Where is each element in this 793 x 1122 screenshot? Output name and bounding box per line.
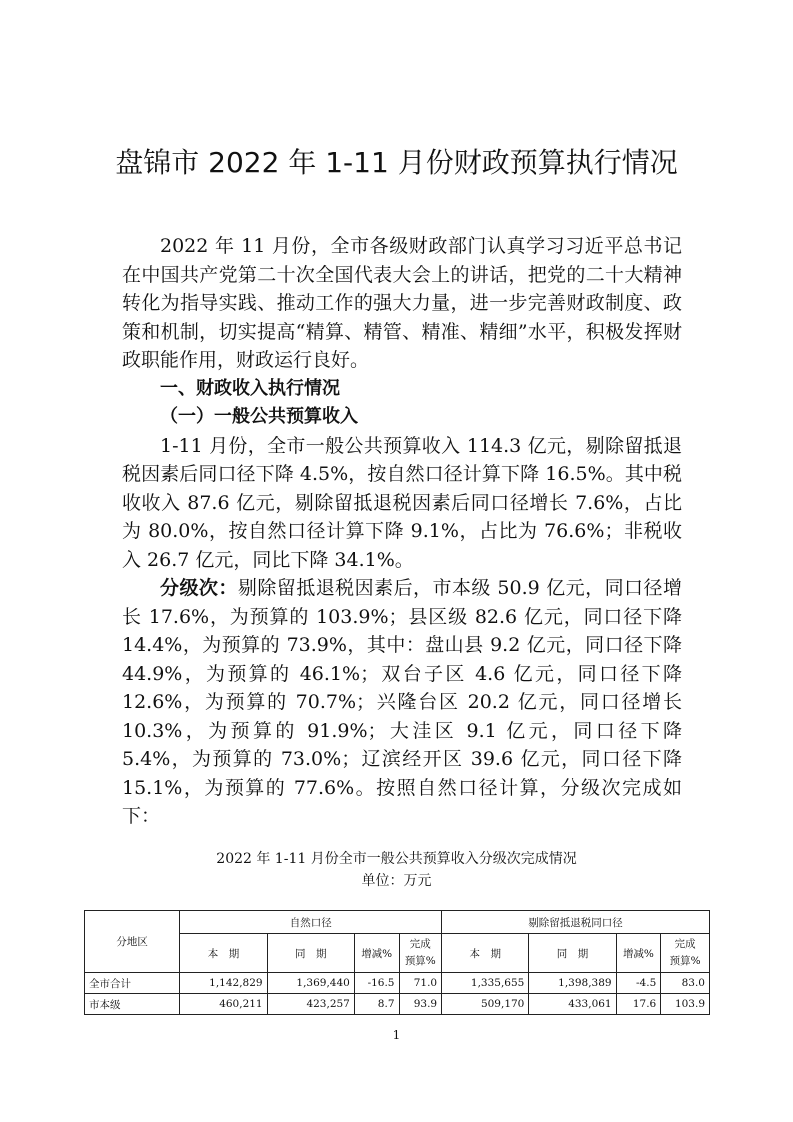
row-adjusted-completion: 83.0 bbox=[661, 973, 710, 994]
header-adjusted-group: 剔除留抵退税同口径 bbox=[442, 911, 710, 934]
row-natural-growth: -16.5 bbox=[354, 973, 399, 994]
intro-paragraph: 2022 年 11 月份，全市各级财政部门认真学习习近平总书记在中国共产党第二十次全国代表大会上的讲话，把党的二十大精神转化为指导实践、推动工作的强大力量，进一步完善财政制度、政策和机制，切实提高“精算、精管、精准、精细”水平，积极发挥财政职能作用，财政运行良好。 bbox=[122, 235, 682, 371]
row-natural-completion: 71.0 bbox=[399, 973, 442, 994]
page-number: 1 bbox=[392, 1028, 401, 1042]
header-region: 分地区 bbox=[85, 911, 180, 973]
header-completion-line1: 完成 bbox=[409, 938, 431, 950]
section-heading: 一、财政收入执行情况 bbox=[160, 377, 340, 399]
row-region: 全市合计 bbox=[85, 973, 180, 994]
row-region: 市本级 bbox=[85, 994, 180, 1015]
table-row bbox=[85, 994, 710, 1015]
levels-paragraph bbox=[122, 574, 682, 831]
header-natural-growth: 增减% bbox=[354, 934, 399, 973]
document-body bbox=[122, 232, 682, 831]
row-natural-current: 460,211 bbox=[180, 994, 267, 1015]
header-adjusted-current: 本 期 bbox=[442, 934, 529, 973]
header-completion-line2: 预算% bbox=[404, 955, 436, 967]
row-natural-completion: 93.9 bbox=[399, 994, 442, 1015]
row-adjusted-growth: -4.5 bbox=[616, 973, 661, 994]
header-natural-current: 本 期 bbox=[180, 934, 267, 973]
row-natural-same-period: 1,369,440 bbox=[267, 973, 354, 994]
row-adjusted-same-period: 433,061 bbox=[529, 994, 616, 1015]
row-natural-growth: 8.7 bbox=[354, 994, 399, 1015]
header-adjusted-same-period: 同 期 bbox=[529, 934, 616, 973]
subsection-heading: （一）一般公共预算收入 bbox=[160, 406, 358, 427]
row-adjusted-current: 509,170 bbox=[442, 994, 529, 1015]
levels-lead: 分级次： bbox=[160, 577, 238, 599]
document-title: 盘锦市 2022 年 1-11 月份财政预算执行情况 bbox=[115, 146, 678, 179]
header-natural-group: 自然口径 bbox=[180, 911, 442, 934]
header-completion-line1: 完成 bbox=[674, 938, 696, 950]
revenue-paragraph: 1-11 月份，全市一般公共预算收入 114.3 亿元，剔除留抵退税因素后同口径下降 4.5%，按自然口径计算下降 16.5%。其中税收收入 87.6 亿元，剔除留抵退税因素后同口径增长 7.6%，占比为 80.0%，按自然口径计算下降 9.1%，占比为 76.6%；非税收入 26.7 亿元，同比下降 34.1%。 bbox=[122, 434, 682, 571]
row-adjusted-same-period: 1,398,389 bbox=[529, 973, 616, 994]
table-title: 2022 年 1-11 月份全市一般公共预算收入分级次完成情况 bbox=[216, 851, 577, 867]
levels-body: 剔除留抵退税因素后，市本级 50.9 亿元，同口径增长 17.6%，为预算的 103.9%；县区级 82.6 亿元，同口径下降 14.4%，为预算的 73.9%，其中：盘山县 9.2 亿元，同口径下降 44.9%，为预算的 46.1%；双台子区 4.6 亿元，同口径下降 12.6%，为预算的 70.7%；兴隆台区 20.2 亿元，同口径增长 10.3%，为预算的 91.9%；大洼区 9.1 亿元，同口径下降 5.4%，为预算的 73.0%；辽滨经开区 39.6 亿元，同口径下降 15.1%，为预算的 77.6%。按照自然口径计算，分级次完成如下： bbox=[122, 577, 682, 827]
row-adjusted-current: 1,335,655 bbox=[442, 973, 529, 994]
revenue-table bbox=[84, 910, 710, 1015]
table-unit: 单位：万元 bbox=[361, 873, 432, 889]
header-completion-line2: 预算% bbox=[669, 955, 701, 967]
table-row bbox=[85, 973, 710, 994]
row-adjusted-completion: 103.9 bbox=[661, 994, 710, 1015]
header-natural-completion bbox=[399, 934, 442, 973]
header-adjusted-completion bbox=[661, 934, 710, 973]
table-caption bbox=[0, 848, 793, 892]
header-natural-same-period: 同 期 bbox=[267, 934, 354, 973]
row-natural-same-period: 423,257 bbox=[267, 994, 354, 1015]
row-natural-current: 1,142,829 bbox=[180, 973, 267, 994]
header-adjusted-growth: 增减% bbox=[616, 934, 661, 973]
row-adjusted-growth: 17.6 bbox=[616, 994, 661, 1015]
